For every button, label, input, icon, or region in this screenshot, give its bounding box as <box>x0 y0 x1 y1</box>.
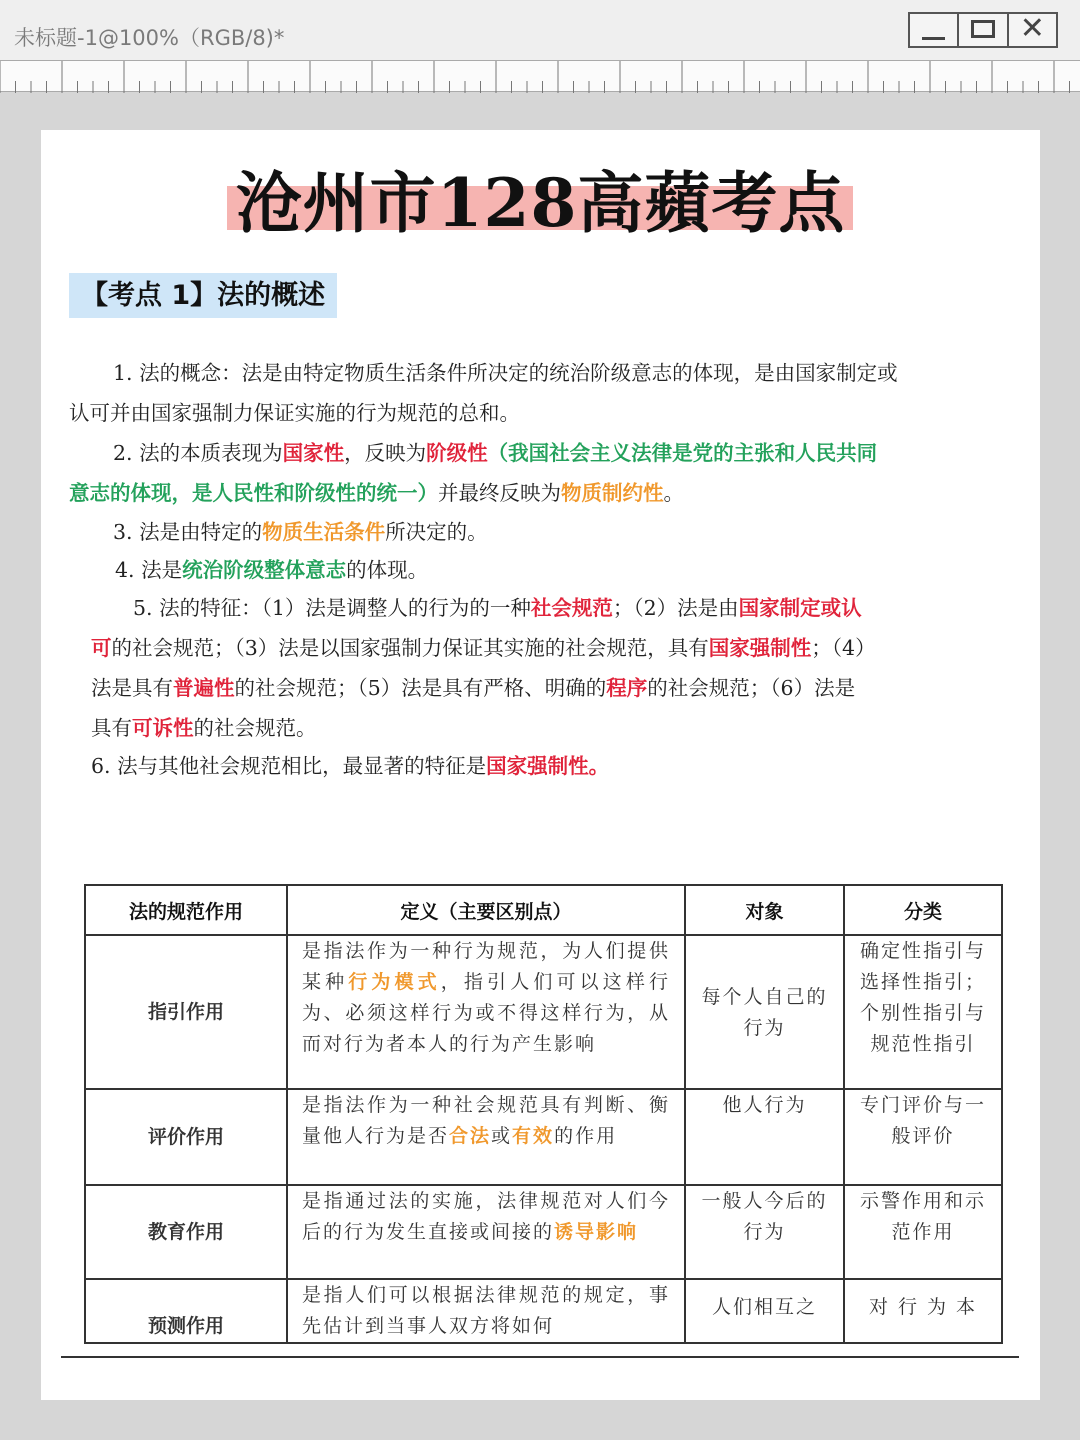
function-name: 预测作用 <box>85 1279 287 1343</box>
ruler-ticks <box>0 61 1080 93</box>
table-row <box>85 935 1002 1089</box>
paragraph-1-line-1 <box>113 353 898 393</box>
function-name: 指引作用 <box>85 935 287 1089</box>
text: 法是具有 <box>91 676 173 700</box>
keyword: 国家制定或认 <box>738 596 862 620</box>
table-row <box>85 1279 1002 1343</box>
title-wrap <box>41 150 1040 245</box>
maximize-button[interactable] <box>959 14 1008 46</box>
text: ，指引人们可以这样行为、必须这样行为或不得这样行为，从而对行为者本人的行为产生影响 <box>302 971 670 1055</box>
document-page <box>41 130 1040 1400</box>
text: 的体现。 <box>346 558 429 582</box>
keyword: 物质制约性 <box>561 481 664 505</box>
minimize-icon <box>922 37 945 40</box>
maximize-icon <box>971 20 994 38</box>
keyword: 合法 <box>449 1125 492 1147</box>
text: 是指人们可以根据法律规范的规定，事先估计到当事人双方将如何 <box>302 1284 670 1337</box>
text: ；（4） <box>811 636 876 660</box>
window-title: 未标题-1@100%（RGB/8)* <box>14 26 285 50</box>
keyword: 国家性 <box>282 441 345 465</box>
paragraph-2-line-1 <box>113 433 877 473</box>
text: ；（2）法是由 <box>612 596 739 620</box>
text: ，反映为 <box>344 441 427 465</box>
text: 的社会规范；（3）法是以国家强制力保证其实施的社会规范，具有 <box>111 636 709 660</box>
keyword: 统治阶级整体意志 <box>182 558 347 582</box>
definition-cell <box>287 935 685 1089</box>
window-controls <box>908 12 1058 48</box>
text: 并最终反映为 <box>438 481 561 505</box>
text: 是指法作为一种社会规范具有判断、衡量他人行为是否 <box>302 1094 670 1147</box>
keyword: （我国社会主义法律是党的主张和人民共同 <box>487 441 878 465</box>
keyword: 国家强制性 <box>708 636 812 660</box>
text: 。 <box>663 481 684 505</box>
paragraph-1-line-2 <box>69 393 520 433</box>
keyword: 可诉性 <box>132 716 194 740</box>
text: 1. 法的概念：法是由特定物质生活条件所决定的统治阶级意志的体现，是由国家制定或 <box>113 361 898 385</box>
text: 是指通过法的实施，法律规范对人们今后的行为发生直接或间接的 <box>302 1190 670 1243</box>
keyword: 诱导影响 <box>554 1221 639 1243</box>
close-button[interactable] <box>1009 11 1056 46</box>
definition-cell <box>287 1089 685 1185</box>
text: 5. 法的特征：（1）法是调整人的行为的一种 <box>133 596 531 620</box>
section-heading: 【考点 1】法的概述 <box>69 273 337 318</box>
text: 2. 法的本质表现为 <box>113 441 283 465</box>
normative-functions-table <box>84 884 1003 1344</box>
keyword: 国家强制性 <box>486 754 589 778</box>
document-title: 沧州市128高蘋考点 <box>235 164 846 242</box>
bottom-rule <box>61 1356 1019 1358</box>
table-header-row <box>85 885 1002 935</box>
paragraph-5-line-2 <box>91 628 876 668</box>
paragraph-3 <box>113 512 488 552</box>
object-cell: 人们相互之 <box>685 1279 844 1343</box>
classification-cell: 示警作用和示范作用 <box>844 1185 1002 1279</box>
object-cell: 每个人自己的行为 <box>685 935 844 1089</box>
column-header: 法的规范作用 <box>85 885 287 935</box>
paragraph-5-line-1 <box>133 588 862 628</box>
object-cell: 一般人今后的行为 <box>685 1185 844 1279</box>
column-header: 对象 <box>685 885 844 935</box>
text: 是指法作为一种行为规范，为人们提供某种 <box>302 940 670 993</box>
text: 3. 法是由特定的 <box>113 520 263 544</box>
text: 或 <box>491 1125 513 1147</box>
keyword: 意志的体现，是人民性和阶级性的统一） <box>69 481 438 505</box>
text: 认可并由国家强制力保证实施的行为规范的总和。 <box>69 401 520 425</box>
paragraph-5-line-3 <box>91 668 855 708</box>
keyword: 行为模式 <box>348 971 441 993</box>
classification-cell: 确定性指引与选择性指引；个别性指引与规范性指引 <box>844 935 1002 1089</box>
title-bar <box>0 0 1080 60</box>
text: 4. 法是 <box>115 558 183 582</box>
table-row <box>85 1089 1002 1185</box>
classification-cell: 专门评价与一般评价 <box>844 1089 1002 1185</box>
object-cell: 他人行为 <box>685 1089 844 1185</box>
text: 6. 法与其他社会规范相比，最显著的特征是 <box>91 754 487 778</box>
text: 的社会规范。 <box>193 716 317 740</box>
keyword: 阶级性 <box>426 441 488 465</box>
ruler[interactable] <box>0 60 1080 92</box>
text: 的作用 <box>554 1125 618 1147</box>
function-name: 教育作用 <box>85 1185 287 1279</box>
paragraph-6 <box>91 746 609 786</box>
paragraph-5-line-4 <box>91 708 317 748</box>
keyword: 社会规范 <box>530 596 613 620</box>
keyword: 程序 <box>606 676 648 700</box>
classification-cell: 对 行 为 本 <box>844 1279 1002 1343</box>
text: 所决定的。 <box>385 520 488 544</box>
keyword: 可 <box>91 636 112 660</box>
text: 。 <box>588 754 610 778</box>
text: 具有 <box>91 716 132 740</box>
keyword: 物质生活条件 <box>262 520 386 544</box>
paragraph-4 <box>115 550 428 590</box>
column-header: 分类 <box>844 885 1002 935</box>
keyword: 普遍性 <box>173 676 235 700</box>
text: 的社会规范；（5）法是具有严格、明确的 <box>234 676 607 700</box>
minimize-button[interactable] <box>910 14 959 46</box>
text: 的社会规范；（6）法是 <box>647 676 856 700</box>
close-icon: ✕ <box>1019 11 1045 46</box>
keyword: 有效 <box>512 1125 555 1147</box>
definition-cell <box>287 1185 685 1279</box>
table-row <box>85 1185 1002 1279</box>
function-name: 评价作用 <box>85 1089 287 1185</box>
definition-cell <box>287 1279 685 1343</box>
paragraph-2-line-2 <box>69 473 684 513</box>
column-header: 定义（主要区别点） <box>287 885 685 935</box>
